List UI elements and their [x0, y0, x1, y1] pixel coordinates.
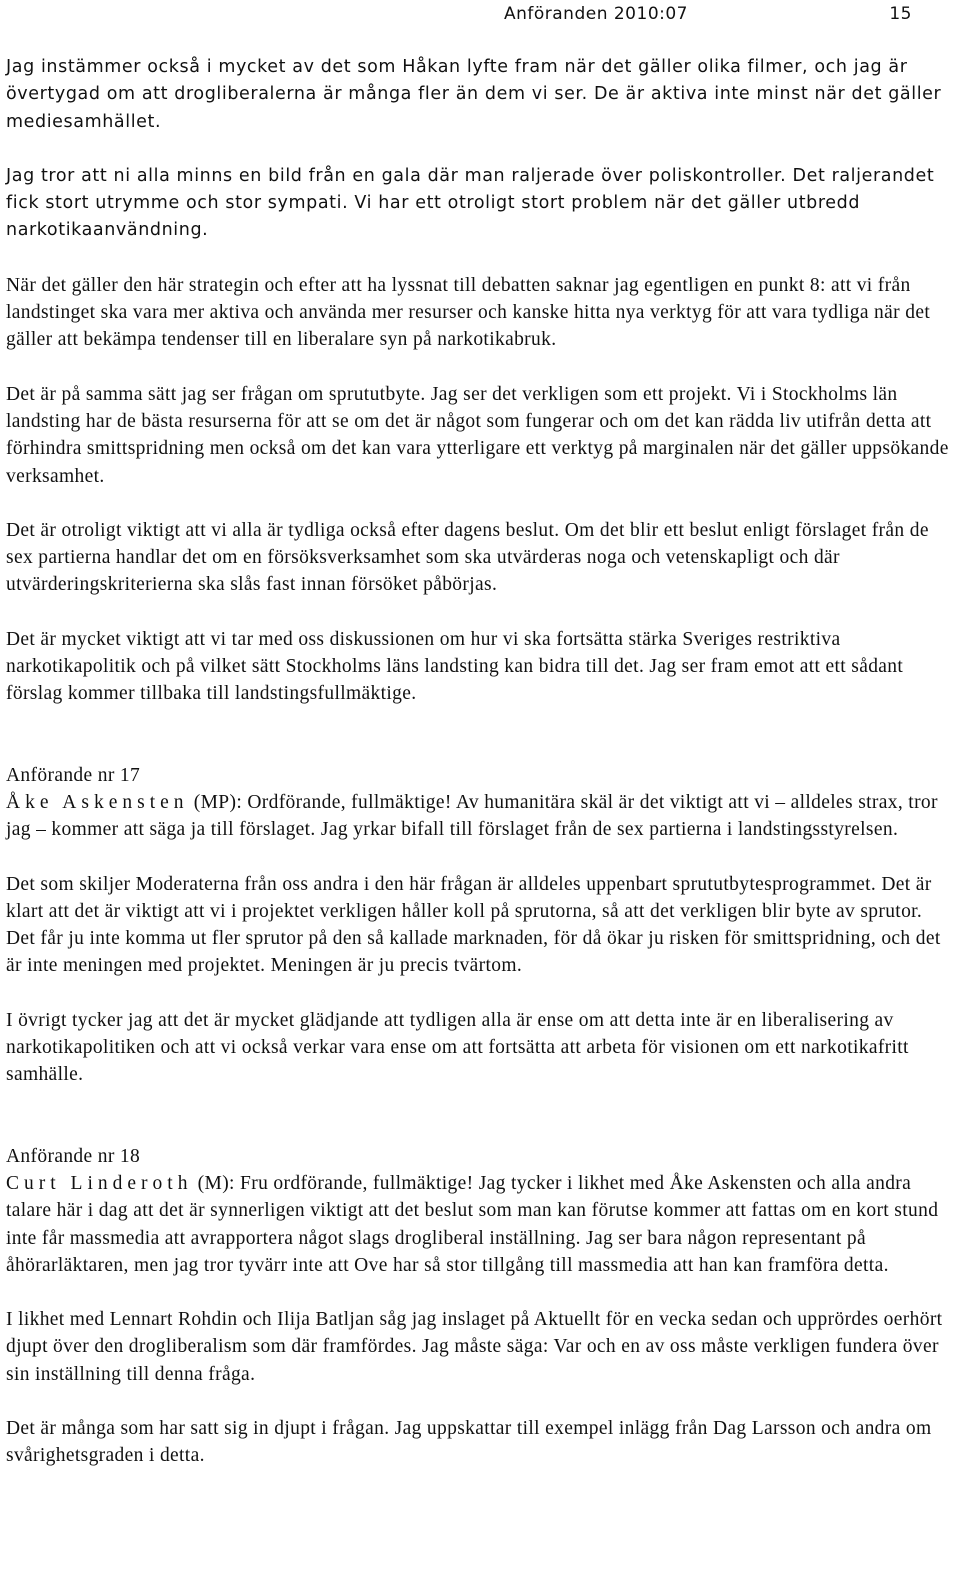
paragraph: Det som skiljer Moderaterna från oss andra i den här frågan är alldeles uppenbart sprututbytesprogrammet. Det är klart att det är viktigt att vi i projektet verkligen håller koll på sprutorna, så att det verkligen blir byte av sprutor. Det får ju inte komma ut fler sprutor på den så kallade marknaden, för då ökar ju risken för smittspridning, och det är inte meningen med projektet. Meningen är ju precis tvärtom. [6, 873, 941, 977]
paragraph: I övrigt tycker jag att det är mycket glädjande att tydligen alla är ense om att detta inte är en liberalisering av narkotikapolitiken och att vi också verkar vara ense om att fortsätta att arbeta för visionen om ett narkotikafritt samhälle. [6, 1009, 909, 1086]
paragraph [6, 163, 950, 245]
paragraph-text: (M): Fru ordförande, fullmäktige! Jag tycker i likhet med Åke Askensten och alla andra talare här i dag att det är synnerligen viktigt att det beslut som man kan förutse kommer att fattas om en kort stund inte får massmedia att avrapportera något slags drogliberal inställning. Jag ser bara någon representant på åhörarläktaren, men jag tror tyvärr inte att Ove har så stor tillgång till massmedia att han kan framföra detta. [6, 1172, 939, 1276]
paragraph: I likhet med Lennart Rohdin och Ilija Batljan såg jag inslaget på Aktuellt för en vecka sedan och upprördes oerhört djupt över den drogliberalism som där framfördes. Jag måste säga: Var och en av oss måste verkligen fundera över sin inställning till denna fråga. [6, 1309, 943, 1385]
paragraph: Det är otroligt viktigt att vi alla är tydliga också efter dagens beslut. Om det blir ett beslut enligt förslaget från de sex partierna handlar det om en försöksverksamhet som ska utvärderas noga och vetenskapligt och där utvärderingskriterierna ska slås fast innan försöket påbörjas. [6, 519, 929, 596]
page-number: 15 [889, 4, 912, 24]
paragraph-text: Jag tror att ni alla minns en bild från en gala där man raljerade över poliskontroller. Det raljerandet fick stort utrymme och stor sympati. [6, 165, 935, 214]
speaker-name: Curt Linderoth [6, 1172, 193, 1194]
paragraph: Det är mycket viktigt att vi tar med oss diskussionen om hur vi ska fortsätta stärka Sveriges restriktiva narkotikapolitik och på vilket sätt Stockholms läns landsting kan bidra till det. Jag ser fram emot att ett sådant förslag kommer tillbaka till landstingsfullmäktige. [6, 628, 904, 705]
paragraph [6, 1170, 950, 1279]
speaker-name: Åke Askensten [6, 791, 189, 813]
speech-heading: Anförande nr 18 [6, 1145, 141, 1167]
document-title: Anföranden 2010:07 [503, 4, 688, 24]
paragraph: När det gäller den här strategin och efter att ha lyssnat till debatten saknar jag egentligen en punkt 8: att vi från landstinget ska vara mer aktiva och använda mer resurser och kanske hitta nya verktyg för att vara tydliga när det gäller att bekämpa tendenser till en liberalare syn på narkotikabruk. [6, 274, 931, 351]
speech-heading: Anförande nr 17 [6, 764, 141, 786]
document-body [6, 54, 950, 1470]
paragraph: Det är på samma sätt jag ser frågan om sprututbyte. Jag ser det verkligen som ett projekt. Vi i Stockholms län landsting har de bästa resurserna för att se om det är något som fungerar och om det kan rädda liv utifrån detta att förhindra smittspridning men också om det kan vara ytterligare ett verktyg på marginalen när det gäller uppsökande verksamhet. [6, 383, 949, 487]
paragraph: Det är många som har satt sig in djupt i frågan. Jag uppskattar till exempel inlägg från Dag Larsson och andra om svårighetsgraden i detta. [6, 1417, 932, 1467]
paragraph [6, 789, 950, 844]
paragraph-text: Vi har ett otroligt stort problem när det gäller utbredd narkotikaanvändning. [6, 193, 861, 241]
paragraph-text: (MP): Ordförande, fullmäktige! Av humanitära skäl är det viktigt att vi – alldeles strax, tror jag – kommer att säga ja till förslaget. Jag yrkar bifall till förslaget från de sex partierna i landstingsstyrelsen. [6, 791, 938, 841]
page-header [6, 2, 950, 28]
paragraph: Jag instämmer också i mycket av det som Håkan lyfte fram när det gäller olika filmer, och jag är övertygad om att drogliberalerna är många fler än dem vi ser. De är aktiva inte minst när det gäller mediesamhället. [6, 57, 942, 132]
